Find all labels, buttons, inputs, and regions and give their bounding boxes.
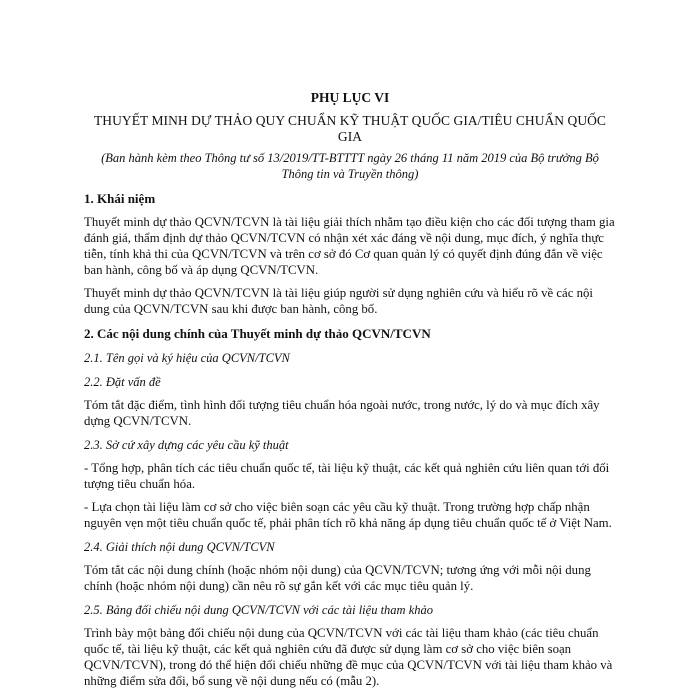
section-2-3-paragraph-2: - Lựa chọn tài liệu làm cơ sở cho việc biên soạn các yêu cầu kỹ thuật. Trong trường hợp chấp nhận nguyên vẹn một tiêu chuẩn quốc tế, phải phân tích rõ khả năng áp dụng tiêu chuẩn quốc tế ở Việt Nam. (84, 500, 612, 530)
section-2-4-heading: 2.4. Giải thích nội dung QCVN/TCVN (84, 540, 275, 554)
section-2-heading: 2. Các nội dung chính của Thuyết minh dự thảo QCVN/TCVN (84, 326, 431, 341)
document-title: THUYẾT MINH DỰ THẢO QUY CHUẨN KỸ THUẬT QUỐC GIA/TIÊU CHUẨN QUỐC GIA (94, 113, 606, 144)
section-2-4-paragraph: Tóm tắt các nội dung chính (hoặc nhóm nội dung) của QCVN/TCVN; tương ứng với mỗi nội dung chính (hoặc nhóm nội dung) cần nêu rõ sự gắn kết với các mục tiêu quản lý. (84, 563, 591, 593)
section-2-2-paragraph: Tóm tắt đặc điểm, tình hình đối tượng tiêu chuẩn hóa ngoài nước, trong nước, lý do và mục đích xây dựng QCVN/TCVN. (84, 398, 600, 428)
section-2-3-heading: 2.3. Sở cứ xây dựng các yêu cầu kỹ thuật (84, 438, 289, 452)
document-body (84, 90, 616, 689)
section-2-5-paragraph: Trình bày một bảng đối chiếu nội dung của QCVN/TCVN với các tài liệu tham khảo (các tiêu chuẩn quốc tế, tài liệu kỹ thuật, các kết quả nghiên cứu đã được sử dụng làm cơ sở cho việc biên soạn QCVN/TCVN), trong đó thể hiện đối chiếu những đề mục của QCVN/TCVN với tài liệu tham khảo và những điểm sửa đổi, bổ sung về nội dung nếu có (mẫu 2). (84, 626, 613, 688)
section-2-5-heading: 2.5. Bảng đối chiếu nội dung QCVN/TCVN với các tài liệu tham khảo (84, 603, 433, 617)
section-1-paragraph-2: Thuyết minh dự thảo QCVN/TCVN là tài liệu giúp người sử dụng nghiên cứu và hiểu rõ về các nội dung của QCVN/TCVN sau khi được ban hành, công bố. (84, 286, 593, 316)
document-subtitle: (Ban hành kèm theo Thông tư số 13/2019/TT-BTTTT ngày 26 tháng 11 năm 2019 của Bộ trưởng Bộ Thông tin và Truyền thông) (101, 151, 599, 181)
section-1-paragraph-1: Thuyết minh dự thảo QCVN/TCVN là tài liệu giải thích nhằm tạo điều kiện cho các đối tượng tham gia đánh giá, thẩm định dự thảo QCVN/TCVN có nhận xét xác đáng về nội dung, mục đích, ý nghĩa thực tiễn, tính khả thi của QCVN/TCVN và trên cơ sở đó Cơ quan quản lý có quyết định đúng đắn về việc ban hành, công bố và áp dụng QCVN/TCVN. (84, 215, 615, 277)
appendix-label: PHỤ LỤC VI (310, 90, 390, 105)
section-2-1-heading: 2.1. Tên gọi và ký hiệu của QCVN/TCVN (84, 351, 290, 365)
section-2-2-heading: 2.2. Đặt vấn đề (84, 375, 161, 389)
section-2-3-paragraph-1: - Tổng hợp, phân tích các tiêu chuẩn quốc tế, tài liệu kỹ thuật, các kết quả nghiên cứu liên quan tới đối tượng tiêu chuẩn hóa. (84, 461, 610, 491)
section-1-heading: 1. Khái niệm (84, 191, 156, 206)
